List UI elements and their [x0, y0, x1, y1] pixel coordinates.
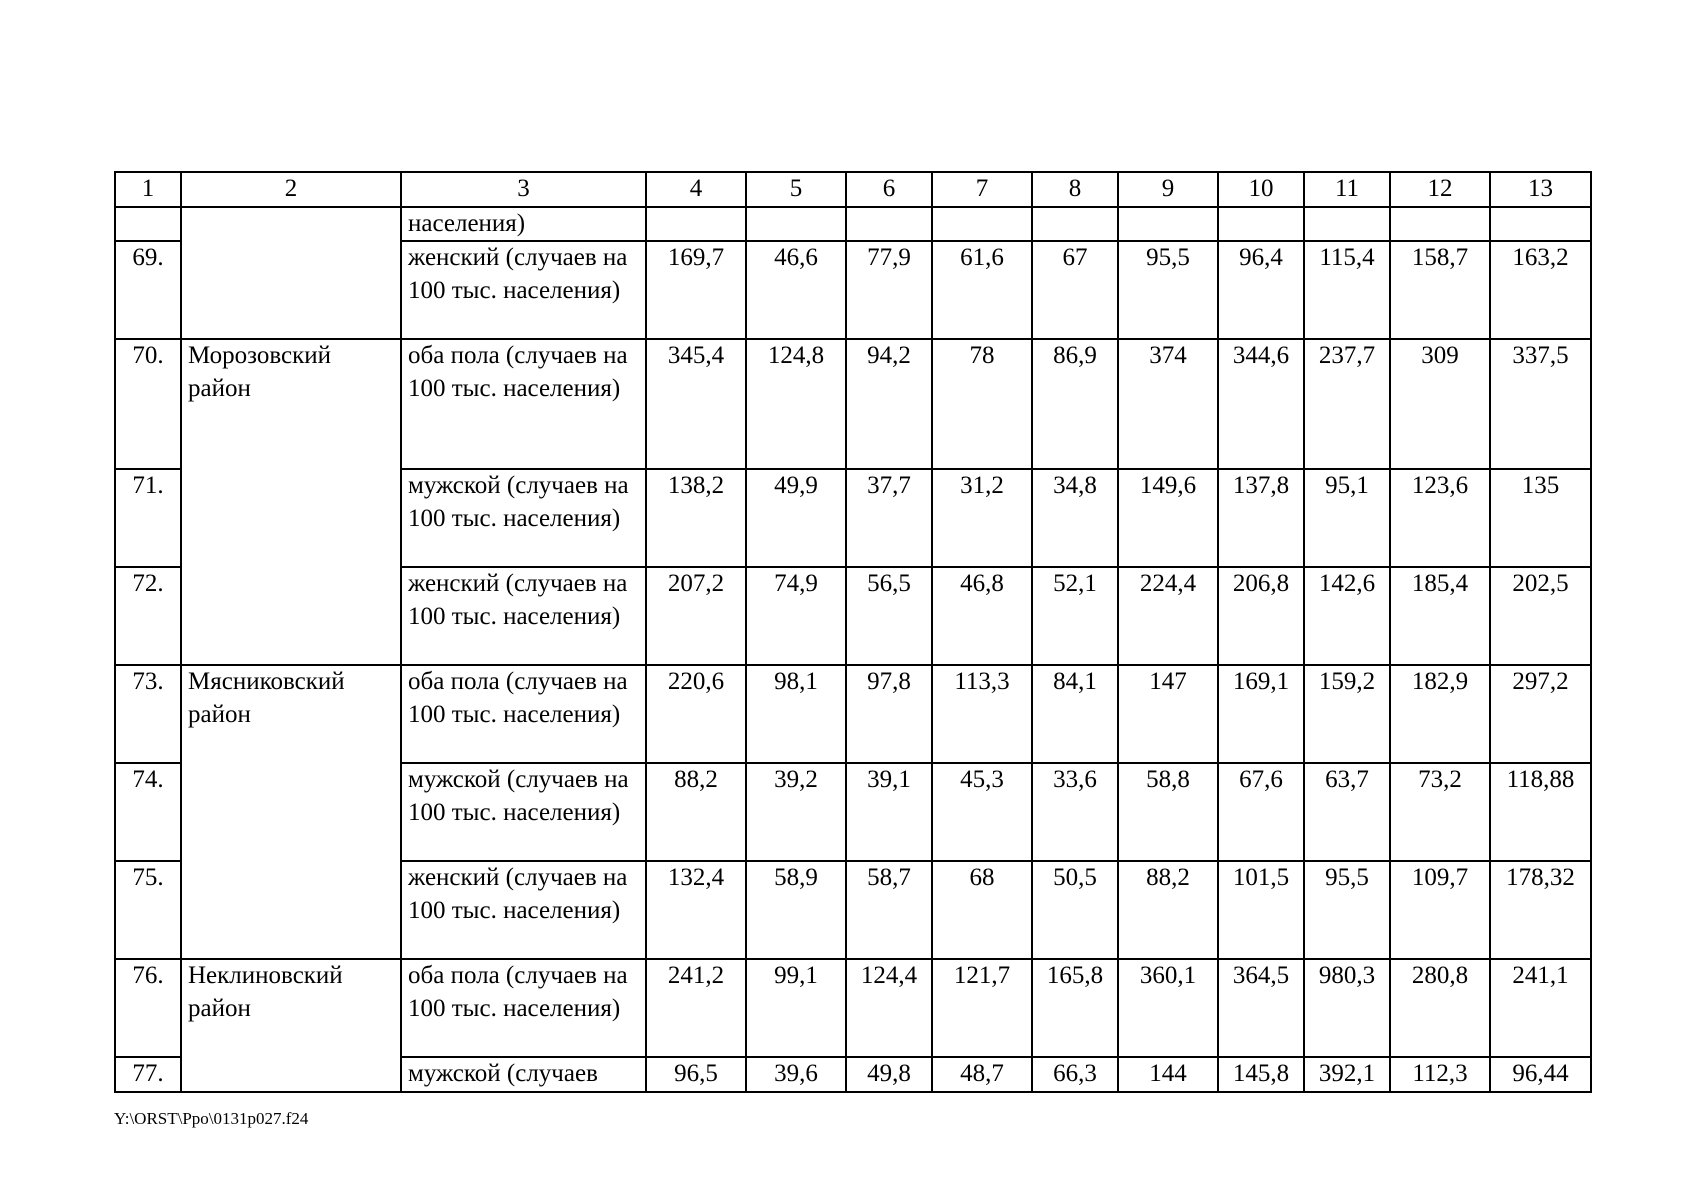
- value-cell: 113,3: [932, 665, 1032, 763]
- value-cell: 144: [1118, 1057, 1218, 1092]
- header-cell: 5: [746, 172, 846, 207]
- header-cell: 7: [932, 172, 1032, 207]
- value-cell: 74,9: [746, 567, 846, 665]
- header-cell: 4: [646, 172, 746, 207]
- district-cell: Морозовский район: [181, 339, 401, 665]
- value-cell: 124,8: [746, 339, 846, 469]
- value-cell: 96,4: [1218, 241, 1304, 339]
- value-cell: 99,1: [746, 959, 846, 1057]
- value-cell: 178,32: [1490, 861, 1591, 959]
- value-cell: 31,2: [932, 469, 1032, 567]
- value-cell: 165,8: [1032, 959, 1118, 1057]
- value-cell: 50,5: [1032, 861, 1118, 959]
- value-cell: 67: [1032, 241, 1118, 339]
- value-cell: 345,4: [646, 339, 746, 469]
- value-cell: 163,2: [1490, 241, 1591, 339]
- value-cell: 78: [932, 339, 1032, 469]
- value-cell: 224,4: [1118, 567, 1218, 665]
- value-cell: [646, 207, 746, 242]
- table-row: [115, 665, 1591, 763]
- value-cell: 118,88: [1490, 763, 1591, 861]
- value-cell: [1304, 207, 1390, 242]
- value-cell: 86,9: [1032, 339, 1118, 469]
- value-cell: 39,1: [846, 763, 932, 861]
- value-cell: 97,8: [846, 665, 932, 763]
- indicator-cell: женский (случаев на 100 тыс. населения): [401, 567, 646, 665]
- value-cell: 95,5: [1118, 241, 1218, 339]
- value-cell: 115,4: [1304, 241, 1390, 339]
- value-cell: 39,6: [746, 1057, 846, 1092]
- value-cell: 158,7: [1390, 241, 1490, 339]
- table-row: [115, 959, 1591, 1057]
- indicator-cell: мужской (случаев на 100 тыс. населения): [401, 469, 646, 567]
- value-cell: 169,1: [1218, 665, 1304, 763]
- row-number: 74.: [115, 763, 181, 861]
- value-cell: 202,5: [1490, 567, 1591, 665]
- file-path-footer: Y:\ORST\Ppo\0131p027.f24: [114, 1109, 309, 1128]
- value-cell: 88,2: [1118, 861, 1218, 959]
- value-cell: 241,1: [1490, 959, 1591, 1057]
- value-cell: 49,8: [846, 1057, 932, 1092]
- value-cell: 980,3: [1304, 959, 1390, 1057]
- value-cell: 58,9: [746, 861, 846, 959]
- row-number: 70.: [115, 339, 181, 469]
- value-cell: 58,7: [846, 861, 932, 959]
- header-cell: 10: [1218, 172, 1304, 207]
- value-cell: 145,8: [1218, 1057, 1304, 1092]
- value-cell: 61,6: [932, 241, 1032, 339]
- district-cell: Мясниковский район: [181, 665, 401, 959]
- value-cell: 68: [932, 861, 1032, 959]
- indicator-cell: населения): [401, 207, 646, 242]
- value-cell: 132,4: [646, 861, 746, 959]
- value-cell: 63,7: [1304, 763, 1390, 861]
- value-cell: 280,8: [1390, 959, 1490, 1057]
- header-row: [115, 172, 1591, 207]
- row-number: [115, 207, 181, 242]
- value-cell: 185,4: [1390, 567, 1490, 665]
- header-cell: 1: [115, 172, 181, 207]
- data-table: [114, 171, 1592, 1093]
- value-cell: 46,8: [932, 567, 1032, 665]
- row-number: 71.: [115, 469, 181, 567]
- header-cell: 2: [181, 172, 401, 207]
- header-cell: 3: [401, 172, 646, 207]
- value-cell: 169,7: [646, 241, 746, 339]
- value-cell: 73,2: [1390, 763, 1490, 861]
- value-cell: 159,2: [1304, 665, 1390, 763]
- value-cell: 46,6: [746, 241, 846, 339]
- indicator-cell: женский (случаев на 100 тыс. населения): [401, 861, 646, 959]
- value-cell: 37,7: [846, 469, 932, 567]
- value-cell: 135: [1490, 469, 1591, 567]
- value-cell: 45,3: [932, 763, 1032, 861]
- district-cell: Неклиновский район: [181, 959, 401, 1092]
- indicator-cell: оба пола (случаев на 100 тыс. населения): [401, 665, 646, 763]
- value-cell: 364,5: [1218, 959, 1304, 1057]
- value-cell: 297,2: [1490, 665, 1591, 763]
- value-cell: 147: [1118, 665, 1218, 763]
- value-cell: 220,6: [646, 665, 746, 763]
- value-cell: 52,1: [1032, 567, 1118, 665]
- value-cell: 207,2: [646, 567, 746, 665]
- value-cell: 123,6: [1390, 469, 1490, 567]
- value-cell: 392,1: [1304, 1057, 1390, 1092]
- value-cell: 96,5: [646, 1057, 746, 1092]
- value-cell: 67,6: [1218, 763, 1304, 861]
- value-cell: 137,8: [1218, 469, 1304, 567]
- value-cell: 39,2: [746, 763, 846, 861]
- value-cell: 84,1: [1032, 665, 1118, 763]
- value-cell: 374: [1118, 339, 1218, 469]
- value-cell: 77,9: [846, 241, 932, 339]
- header-cell: 12: [1390, 172, 1490, 207]
- value-cell: 124,4: [846, 959, 932, 1057]
- value-cell: [1218, 207, 1304, 242]
- value-cell: 96,44: [1490, 1057, 1591, 1092]
- header-cell: 13: [1490, 172, 1591, 207]
- row-number: 75.: [115, 861, 181, 959]
- value-cell: 66,3: [1032, 1057, 1118, 1092]
- value-cell: 101,5: [1218, 861, 1304, 959]
- value-cell: 56,5: [846, 567, 932, 665]
- table-row: [115, 339, 1591, 469]
- value-cell: 94,2: [846, 339, 932, 469]
- indicator-cell: женский (случаев на 100 тыс. населения): [401, 241, 646, 339]
- row-number: 73.: [115, 665, 181, 763]
- value-cell: 344,6: [1218, 339, 1304, 469]
- indicator-cell: мужской (случаев: [401, 1057, 646, 1092]
- value-cell: 241,2: [646, 959, 746, 1057]
- value-cell: 58,8: [1118, 763, 1218, 861]
- value-cell: 121,7: [932, 959, 1032, 1057]
- value-cell: [1118, 207, 1218, 242]
- value-cell: 142,6: [1304, 567, 1390, 665]
- row-number: 76.: [115, 959, 181, 1057]
- value-cell: 337,5: [1490, 339, 1591, 469]
- value-cell: 360,1: [1118, 959, 1218, 1057]
- value-cell: 182,9: [1390, 665, 1490, 763]
- indicator-cell: мужской (случаев на 100 тыс. населения): [401, 763, 646, 861]
- value-cell: [846, 207, 932, 242]
- value-cell: 48,7: [932, 1057, 1032, 1092]
- value-cell: 309: [1390, 339, 1490, 469]
- value-cell: 138,2: [646, 469, 746, 567]
- value-cell: 206,8: [1218, 567, 1304, 665]
- header-cell: 6: [846, 172, 932, 207]
- row-number: 72.: [115, 567, 181, 665]
- header-cell: 11: [1304, 172, 1390, 207]
- value-cell: [746, 207, 846, 242]
- value-cell: 112,3: [1390, 1057, 1490, 1092]
- value-cell: [932, 207, 1032, 242]
- value-cell: 109,7: [1390, 861, 1490, 959]
- row-number: 69.: [115, 241, 181, 339]
- value-cell: 95,5: [1304, 861, 1390, 959]
- row-number: 77.: [115, 1057, 181, 1092]
- value-cell: [1390, 207, 1490, 242]
- value-cell: 34,8: [1032, 469, 1118, 567]
- indicator-cell: оба пола (случаев на 100 тыс. населения): [401, 339, 646, 469]
- value-cell: 149,6: [1118, 469, 1218, 567]
- value-cell: [1490, 207, 1591, 242]
- value-cell: 95,1: [1304, 469, 1390, 567]
- value-cell: 88,2: [646, 763, 746, 861]
- indicator-cell: оба пола (случаев на 100 тыс. населения): [401, 959, 646, 1057]
- header-cell: 9: [1118, 172, 1218, 207]
- value-cell: 98,1: [746, 665, 846, 763]
- value-cell: 49,9: [746, 469, 846, 567]
- district-cell: [181, 207, 401, 340]
- value-cell: 237,7: [1304, 339, 1390, 469]
- value-cell: 33,6: [1032, 763, 1118, 861]
- value-cell: [1032, 207, 1118, 242]
- header-cell: 8: [1032, 172, 1118, 207]
- table-row: [115, 207, 1591, 242]
